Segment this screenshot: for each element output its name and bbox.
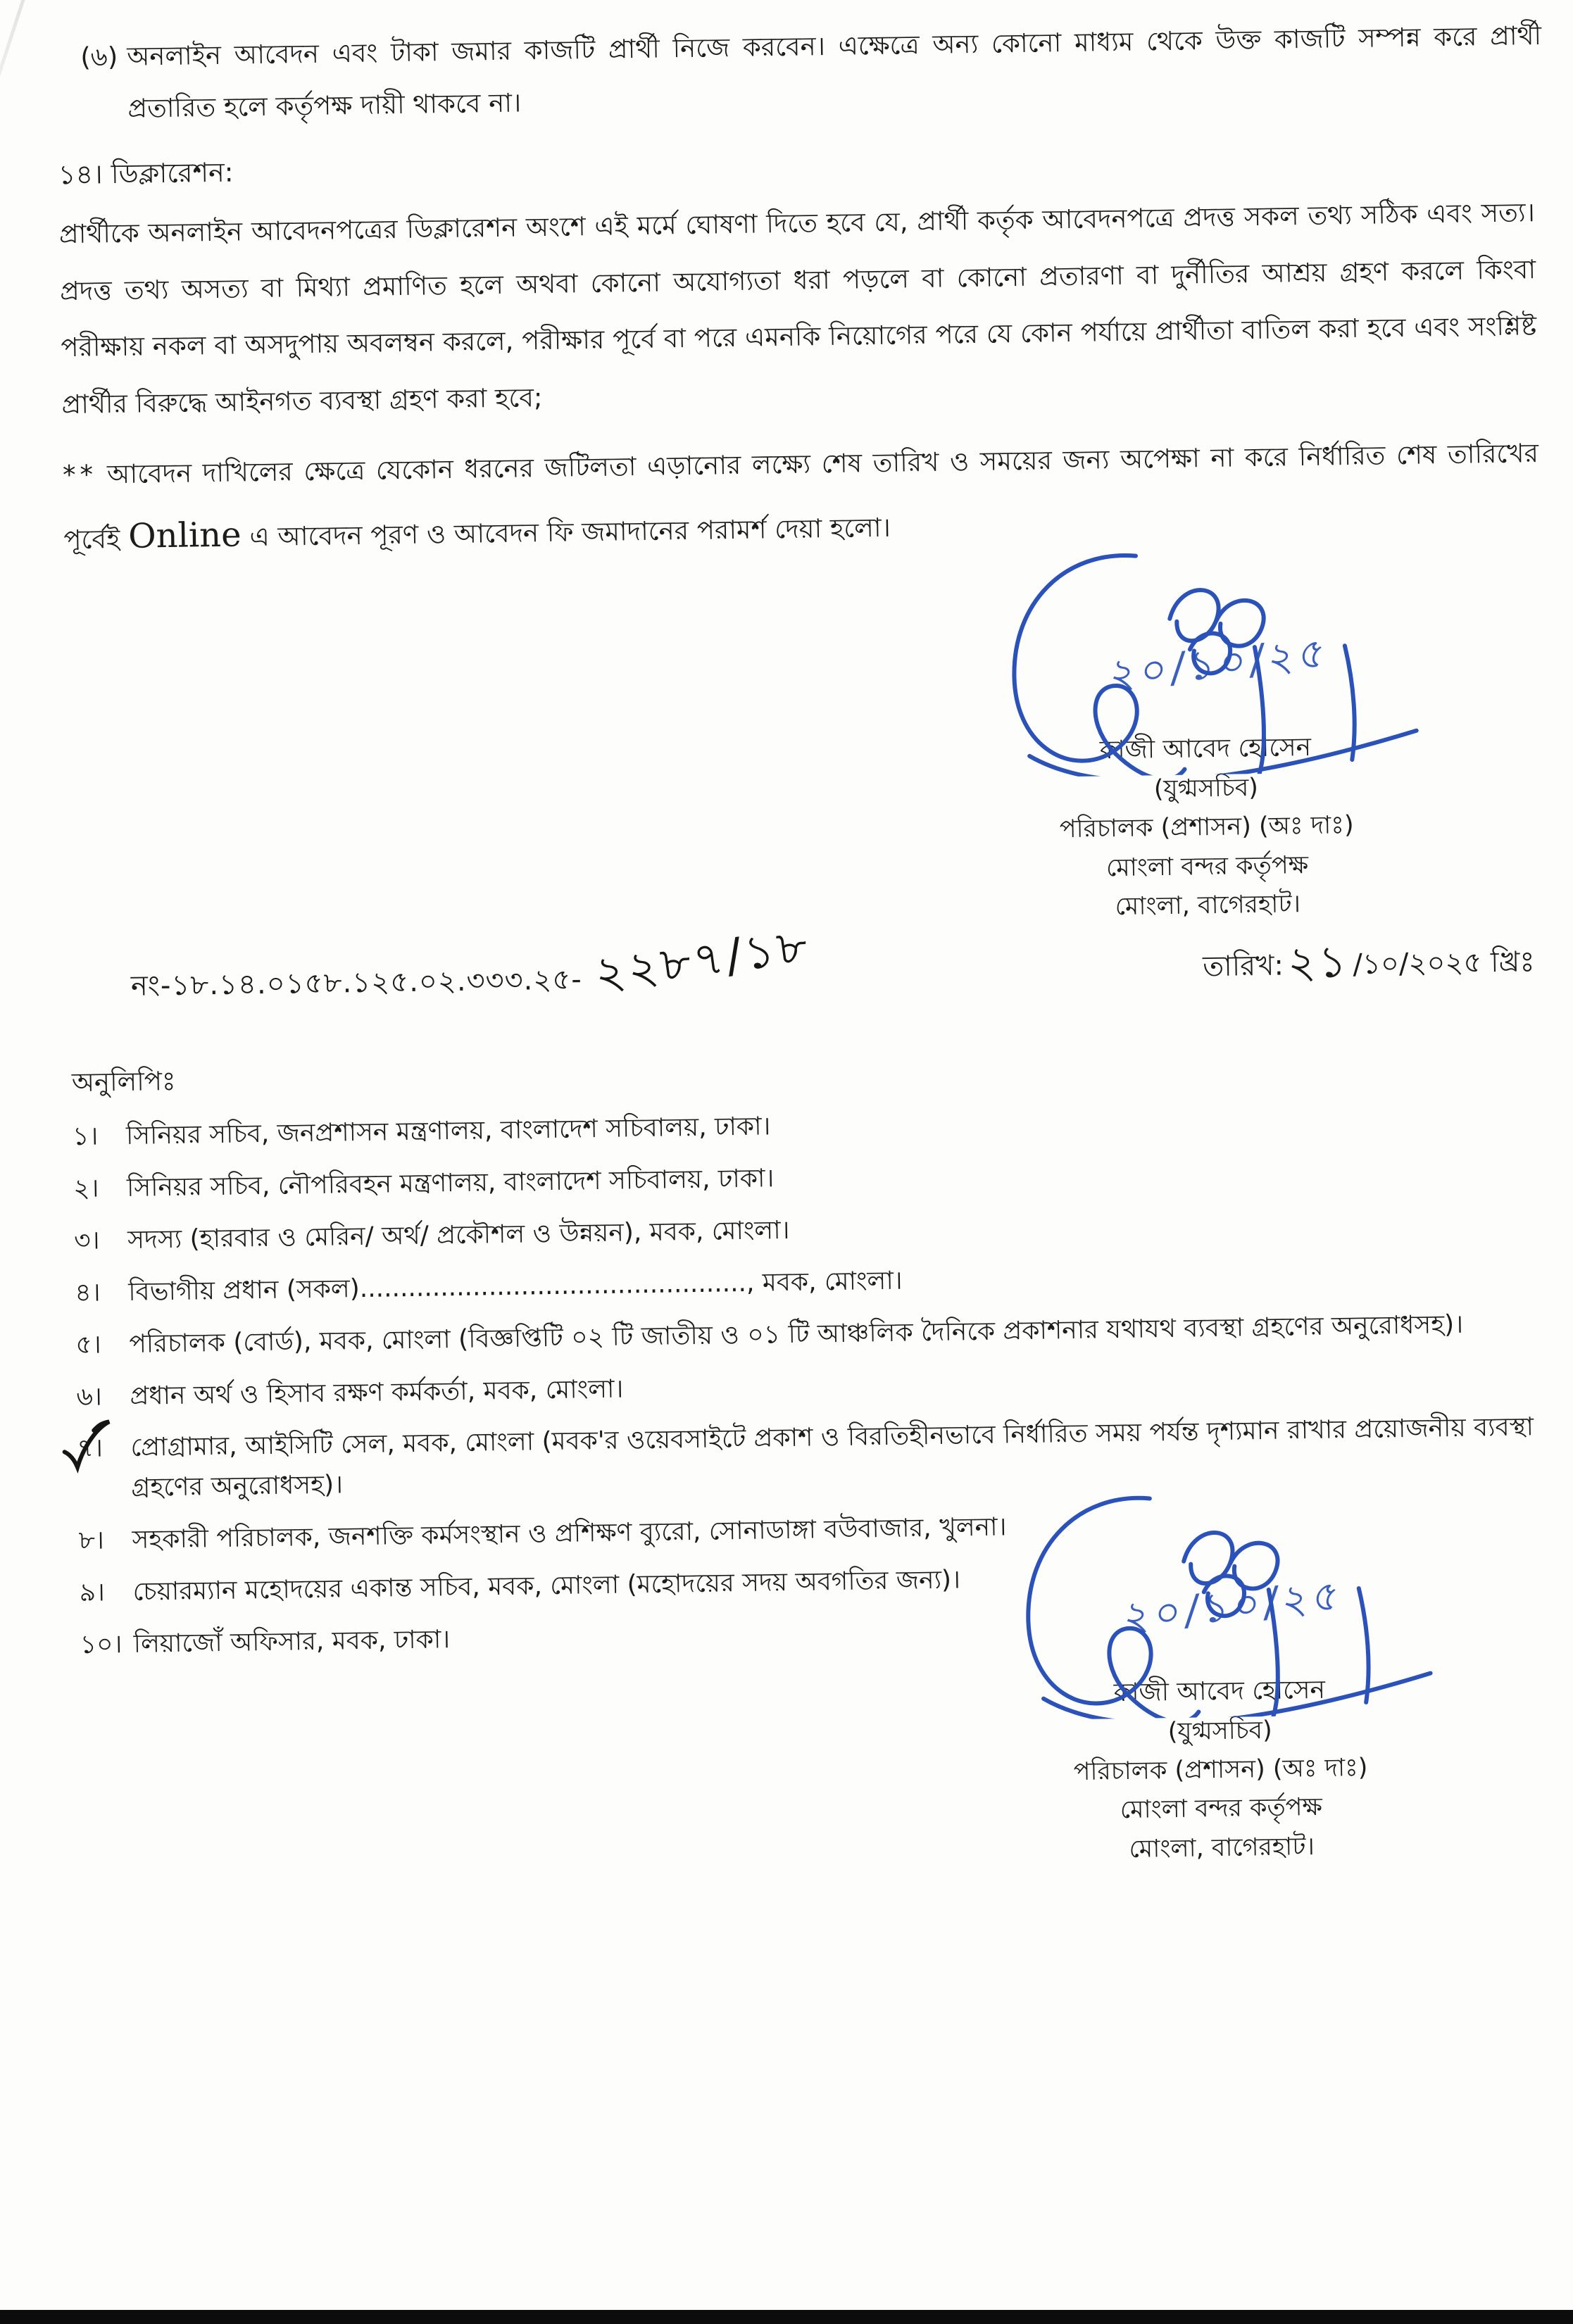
copy-item-number: ১০। bbox=[80, 1630, 123, 1659]
copy-item-1 bbox=[73, 1095, 1549, 1157]
date-line bbox=[1202, 923, 1535, 1000]
reference-line bbox=[130, 918, 1573, 1022]
copy-item-text: সিনিয়র সচিব, জনপ্রশাসন মন্ত্রণালয়, বাংলাদেশ সচিবালয়, ঢাকা। bbox=[125, 1112, 771, 1151]
handwritten-signature bbox=[970, 1481, 1467, 1714]
copy-item-number: ৫। bbox=[75, 1330, 101, 1359]
copy-item-text: সদস্য (হারবার ও মেরিন/ অর্থ/ প্রকৌশল ও উন্নয়ন), মবক, মোংলা। bbox=[127, 1215, 790, 1255]
signatory-organization: মোংলা বন্দর কর্তৃপক্ষ bbox=[1105, 850, 1309, 882]
copy-item-text: বিভাগীয় প্রধান (সকল)................................................, মবক, মোংলা। bbox=[128, 1266, 903, 1307]
declaration-heading: ১৪। ডিক্লারেশন: bbox=[58, 156, 234, 191]
copy-item-number: ১। bbox=[72, 1122, 99, 1152]
signature-date-scrawl: ২০/১০/২৫ bbox=[1109, 627, 1331, 699]
copy-item-text: সহকারী পরিচালক, জনশক্তি কর্মসংস্থান ও প্রশিক্ষণ ব্যুরো, সোনাডাঙ্গা বউবাজার, খুলনা। bbox=[132, 1512, 1007, 1555]
copy-item-3 bbox=[74, 1200, 1550, 1262]
copy-item-6 bbox=[76, 1356, 1553, 1418]
note-text-after: এ আবেদন পূরণ ও আবেদন ফি জমাদানের পরামর্শ দেয়া হলো। bbox=[249, 513, 891, 553]
handwritten-signature bbox=[956, 539, 1453, 771]
copy-item-number: ৬। bbox=[76, 1382, 103, 1412]
date-rest: /১০/২০২৫ খ্রিঃ bbox=[1353, 946, 1535, 981]
online-word: Online bbox=[127, 515, 242, 557]
handwritten-day: ২১ bbox=[1287, 936, 1349, 988]
signatory-designation: (যুগ্মসচিব) bbox=[1153, 774, 1259, 804]
signature-block-2 bbox=[970, 1481, 1469, 1871]
date-label: তারিখ: bbox=[1202, 949, 1284, 984]
note-text-before: আবেদন দাখিলের ক্ষেত্রে যেকোন ধরনের জটিলতা এড়ানোর লক্ষ্যে শেষ তারিখ ও সময়ের জন্য অপেক্ষা না করে নির্ধারিত শেষ তারিখের পূর্বেই bbox=[63, 437, 1539, 555]
copy-item-number: ৪। bbox=[75, 1278, 101, 1307]
signatory-post: পরিচালক (প্রশাসন) (অঃ দাঃ) bbox=[1073, 1753, 1368, 1787]
clause-6-label: (৬) bbox=[80, 41, 118, 73]
signature-block-1 bbox=[956, 539, 1455, 929]
copy-item-text: প্রোগ্রামার, আইসিটি সেল, মবক, মোংলা (মবক'র ওয়েবসাইটে প্রকাশ ও বিরতিহীনভাবে নির্ধারিত সময় পর্যন্ত দৃশ্যমান রাখার প্রয়োজনীয় ব্যবস্থা গ্রহণের অনুরোধসহ)। bbox=[130, 1412, 1534, 1503]
signature-date-scrawl: ২০/১০/২৫ bbox=[1122, 1570, 1345, 1641]
handwritten-dispatch-number: ২২৮৭/১৮ bbox=[591, 918, 814, 1002]
copy-item-number: ৮। bbox=[78, 1526, 105, 1556]
reference-number: নং-১৮.১৪.০১৫৮.১২৫.০২.৩৩৩.২৫- ২২৮৭/১৮ bbox=[130, 934, 812, 1022]
bottom-scan-edge bbox=[0, 2310, 1573, 2324]
clause-6 bbox=[80, 10, 1543, 136]
copy-item-number: ৯। bbox=[79, 1578, 106, 1608]
signatory-post: পরিচালক (প্রশাসন) (অঃ দাঃ) bbox=[1059, 811, 1354, 844]
copy-item-text: সিনিয়র সচিব, নৌপরিবহন মন্ত্রণালয়, বাংলাদেশ সচিবালয়, ঢাকা। bbox=[126, 1164, 775, 1203]
signatory-designation: (যুগ্মসচিব) bbox=[1167, 1716, 1273, 1746]
clause-6-text: অনলাইন আবেদন এবং টাকা জমার কাজটি প্রার্থী নিজে করবেন। এক্ষেত্রে অন্য কোনো মাধ্যম থেকে উক্ত কাজটি সম্পন্ন করে প্রার্থী প্রতারিত হলে কর্তৃপক্ষ দায়ী থাকবে না। bbox=[126, 20, 1542, 124]
copy-item-text: প্রধান অর্থ ও হিসাব রক্ষণ কর্মকর্তা, মবক, মোংলা। bbox=[130, 1374, 624, 1411]
signatory-organization: মোংলা বন্দর কর্তৃপক্ষ bbox=[1120, 1793, 1323, 1825]
copy-item-number: ৭। bbox=[77, 1428, 132, 1509]
checkmark-annotation-icon bbox=[58, 1419, 114, 1479]
copy-item-number: ৩। bbox=[73, 1226, 100, 1256]
copies-heading: অনুলিপিঃ bbox=[71, 1066, 176, 1098]
copy-item-5 bbox=[75, 1304, 1552, 1366]
copy-item-text: পরিচালক (বোর্ড), মবক, মোংলা (বিজ্ঞপ্তিটি ০২ টি জাতীয় ও ০১ টি আঞ্চলিক দৈনিকে প্রকাশনার যথাযথ ব্যবস্থা গ্রহণের অনুরোধসহ)। bbox=[129, 1309, 1464, 1359]
copy-item-4 bbox=[75, 1252, 1551, 1314]
copy-item-text: লিয়াজোঁ অফিসার, মবক, ঢাকা। bbox=[133, 1625, 451, 1659]
signatory-name: কাজী আবেদ হোসেন bbox=[1113, 1675, 1326, 1708]
copy-item-number: ২। bbox=[73, 1174, 99, 1204]
declaration-body: প্রার্থীকে অনলাইন আবেদনপত্রের ডিক্লারেশন অংশে এই মর্মে ঘোষণা দিতে হবে যে, প্রার্থী কর্তৃক আবেদনপত্রে প্রদত্ত সকল তথ্য সঠিক এবং সত্য। প্রদত্ত তথ্য অসত্য বা মিথ্যা প্রমাণিত হলে অথবা কোনো অযোগ্যতা ধরা পড়লে বা কোনো প্রতারণা বা দুর্নীতির আশ্রয় গ্রহণ করলে কিংবা পরীক্ষায় নকল বা অসদুপায় অবলম্বন করলে, পরীক্ষার পূর্বে বা পরে এমনকি নিয়োগের পরে যে কোন পর্যায়ে প্রার্থীতা বাতিল করা হবে এবং সংশ্লিষ্ট প্রার্থীর বিরুদ্ধে আইনগত ব্যবস্থা গ্রহণ করা হবে; bbox=[58, 197, 1537, 420]
note-marker: ** bbox=[62, 459, 98, 490]
copy-item-2 bbox=[73, 1148, 1550, 1210]
signatory-address: মোংলা, বাগেরহাট। bbox=[1115, 890, 1301, 921]
signatory-address: মোংলা, বাগেরহাট। bbox=[1129, 1832, 1315, 1864]
signatory-name: কাজী আবেদ হোসেন bbox=[1099, 733, 1312, 765]
copy-item-text: চেয়ারম্যান মহোদয়ের একান্ত সচিব, মবক, মোংলা (মহোদয়ের সদয় অবগতির জন্য)। bbox=[132, 1565, 961, 1607]
